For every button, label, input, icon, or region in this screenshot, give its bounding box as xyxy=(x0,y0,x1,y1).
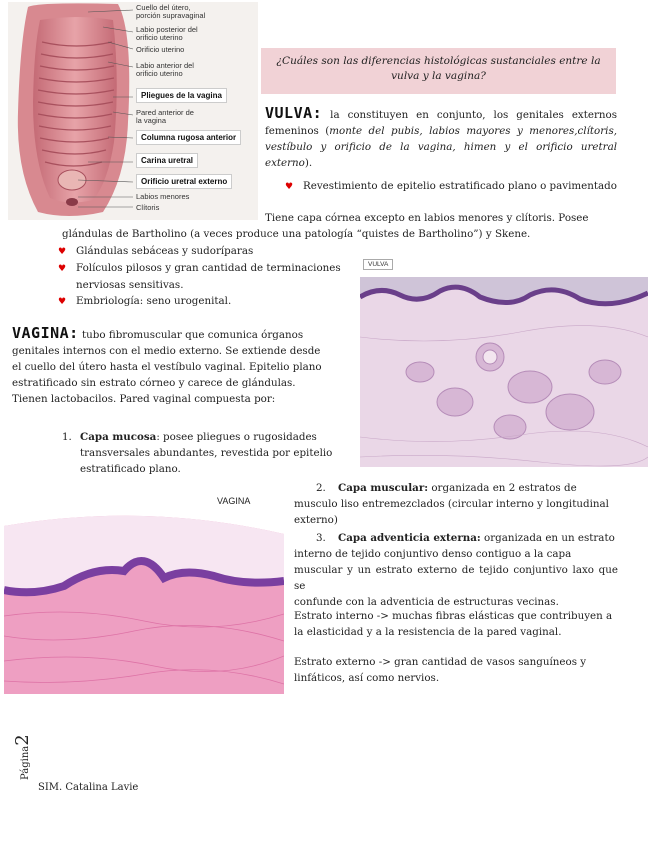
muscular-line: musculo liso entremezclados (circular interno y longitudinal xyxy=(294,498,609,510)
adventicia-line: muscular y un estrato externo de tejido conjuntivo laxo que se xyxy=(294,564,618,592)
vagina-intro xyxy=(12,325,350,407)
mucosa-line: transversales abundantes, revestida por epitelio xyxy=(80,447,333,459)
estrato-externo-line: Estrato externo -> gran cantidad de vasos sanguíneos y xyxy=(294,656,587,668)
muscular-line: externo) xyxy=(294,514,338,526)
vulva-bullet-text: Revestimiento de epitelio estratificado plano o pavimentado xyxy=(303,180,617,192)
vulva-intro xyxy=(265,105,617,171)
vagina-intro-line: Tienen lactobacilos. Pared vaginal compuesta por: xyxy=(12,393,276,405)
mucosa-title: Capa mucosa xyxy=(80,431,157,443)
vagina-micrograph xyxy=(4,486,284,694)
list-item: nerviosas sensitivas. xyxy=(76,279,184,291)
label-labio-posterior: Labio posterior del orificio uterino xyxy=(136,25,198,42)
vagina-item-muscular: 2. Capa muscular: organizada en 2 estratos de musculo liso entremezclados (circular interno y longitudinal externo) xyxy=(294,480,618,528)
label-labio-anterior: Labio anterior del orificio uterino xyxy=(136,61,194,78)
mucosa-line: estratificado plano. xyxy=(80,463,181,475)
label-pliegues: Pliegues de la vagina xyxy=(136,88,227,103)
estrato-interno-line: Estrato interno -> muchas fibras elásticas que contribuyen a xyxy=(294,610,613,622)
list-item: ♥ Folículos pilosos y gran cantidad de terminaciones xyxy=(58,260,358,277)
adventicia-title: Capa adventicia externa: xyxy=(338,532,481,544)
heart-bullet-icon: ♥ xyxy=(58,264,67,274)
heart-bullet-icon: ♥ xyxy=(285,182,294,192)
adventicia-line: confunde con la adventicia de estructuras vecinas. xyxy=(294,596,559,608)
vagina-intro-line: VAGINA: tubo fibromuscular que comunica órganos xyxy=(12,324,304,342)
estrato-externo-line: linfáticos, así como nervios. xyxy=(294,672,440,684)
estrato-interno xyxy=(294,608,618,640)
vagina-histology-image xyxy=(4,486,284,694)
page-number xyxy=(8,730,38,780)
vulva-micrograph xyxy=(360,277,648,467)
question-heading: ¿Cuáles son las diferencias histológicas sustanciales entre la vulva y la vagina? xyxy=(261,48,616,94)
vagina-intro-line: el cuello del útero hasta el vestíbulo vaginal. Epitelio plano xyxy=(12,361,322,373)
vulva-intro-text: la constituyen en conjunto, los genitales externos femeninos ( xyxy=(265,109,617,137)
list-number: 1. xyxy=(62,431,72,443)
vagina-anatomy-figure xyxy=(8,2,258,220)
vulva-micro-label: VULVA xyxy=(363,259,393,270)
label-labios-menores: Labios menores xyxy=(136,192,190,201)
list-number: 3. xyxy=(316,532,326,544)
page-word: Página xyxy=(20,745,31,780)
page-num: 2 xyxy=(12,734,33,746)
vulva-para2: glándulas de Bartholino (a veces produce una patología “quistes de Bartholino”) y Skene. xyxy=(62,228,531,240)
vagina-item-mucosa: 1. Capa mucosa: posee pliegues o rugosidades transversales abundantes, revestida por epitelio estratificado plano. xyxy=(62,429,352,477)
vagina-intro-line: estratificado sin estrato córneo y carece de glándulas. xyxy=(12,377,296,389)
label-orificio-uterino: Orificio uterino xyxy=(136,45,185,54)
estrato-externo xyxy=(294,654,618,686)
vulva-intro-end: ). xyxy=(304,157,313,169)
vagina-item-adventicia: 3. Capa adventicia externa: organizada en un estrato interno de tejido conjuntivo denso contiguo a la capa muscular y un estrato externo de tejido conjuntivo laxo que se confunde con la adventicia de estructuras vecinas. xyxy=(294,532,618,608)
list-item: ♥ Glándulas sebáceas y sudoríparas xyxy=(58,243,358,260)
vagina-heading: VAGINA: xyxy=(12,324,79,342)
list-number: 2. xyxy=(316,482,326,494)
vagina-micro-label: VAGINA xyxy=(217,496,251,506)
vulva-intro-italic: monte del pubis, labios mayores y menores,clítoris, vestíbulo y orificio de la vagina, himen y el orificio uretral externo xyxy=(265,125,618,169)
label-cuello: Cuello del útero, porción supravaginal xyxy=(136,3,206,20)
list-item: ♥ Embriología: seno urogenital. xyxy=(58,293,358,310)
author-footer: SIM. Catalina Lavie xyxy=(38,782,139,793)
vagina-intro-line: genitales internos con el medio externo. Se extiende desde xyxy=(12,345,321,357)
vulva-para1: Tiene capa córnea excepto en labios menores y clítoris. Posee xyxy=(265,212,589,224)
label-columna-rugosa: Columna rugosa anterior xyxy=(136,130,241,145)
label-clitoris: Clítoris xyxy=(136,203,160,212)
estrato-interno-line: la elasticidad y a la resistencia de la pared vaginal. xyxy=(294,626,562,638)
vulva-histology-image xyxy=(360,277,648,467)
vulva-bullet-epitelio xyxy=(265,178,617,195)
label-carina-uretral: Carina uretral xyxy=(136,153,198,168)
vulva-bullet-list xyxy=(58,243,358,310)
label-orificio-uretral: Orificio uretral externo xyxy=(136,174,232,189)
muscular-title: Capa muscular: xyxy=(338,482,429,494)
adventicia-line: interno de tejido conjuntivo denso contiguo a la capa xyxy=(294,548,572,560)
heart-bullet-icon: ♥ xyxy=(58,297,67,307)
label-pared-anterior: Pared anterior de la vagina xyxy=(136,108,194,125)
heart-bullet-icon: ♥ xyxy=(58,247,67,257)
vulva-heading: VULVA: xyxy=(265,104,323,122)
